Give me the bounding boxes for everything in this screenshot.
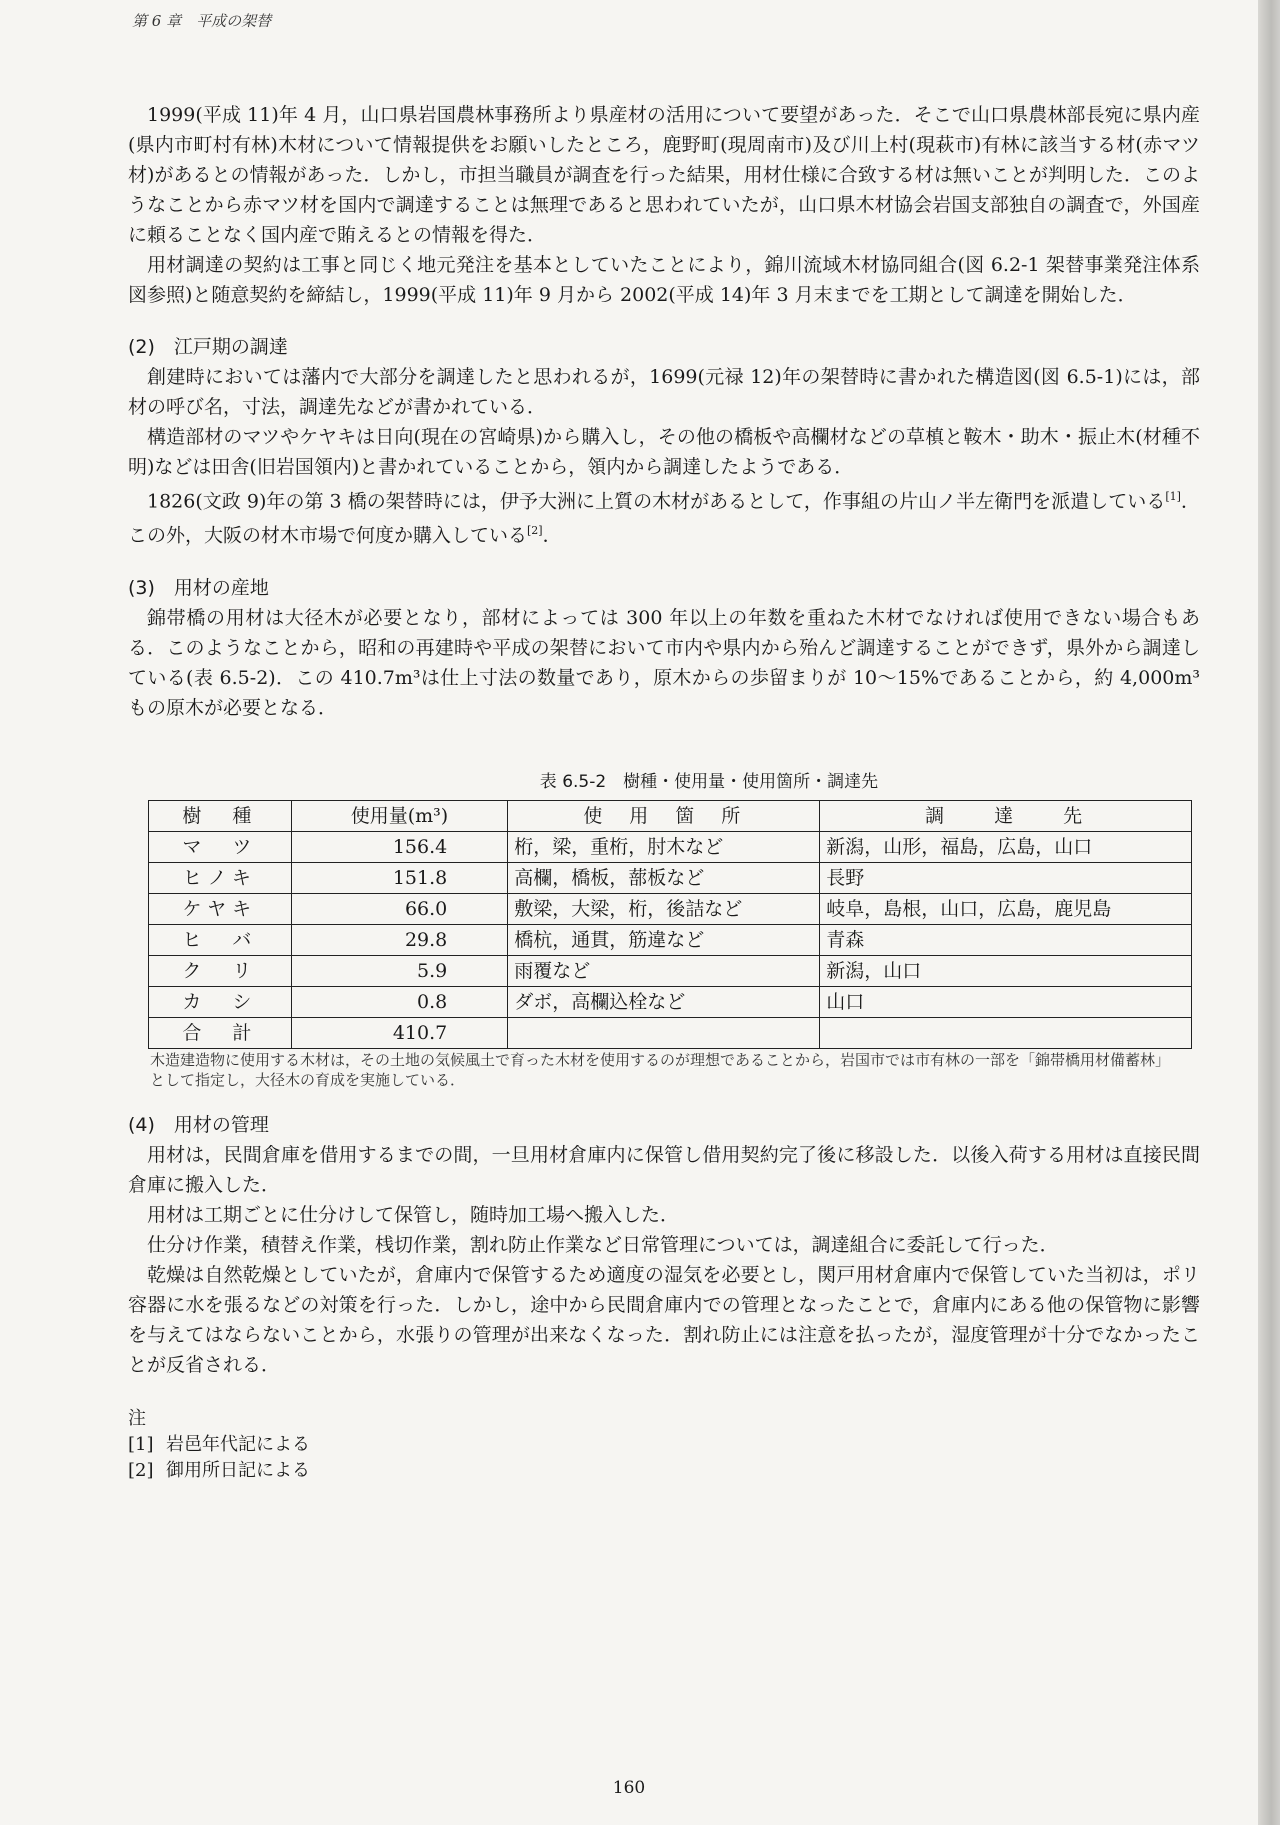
- cell-species: カ シ: [149, 986, 292, 1017]
- header-volume: 使用量(m³): [291, 800, 508, 831]
- header-source: 調 達 先: [820, 800, 1192, 831]
- page-edge: [1258, 0, 1280, 1825]
- reference-mark-1: [1]: [1165, 490, 1181, 503]
- cell-source: [820, 1017, 1192, 1048]
- cell-volume: 29.8: [291, 924, 508, 955]
- section-2-paragraph-1: 創建時においては藩内で大部分を調達したと思われるが，1699(元禄 12)年の架替時に書かれた構造図(図 6.5-1)には，部材の呼び名，寸法，調達先などが書かれている．: [128, 366, 1200, 418]
- cell-usage: 雨覆など: [508, 955, 820, 986]
- table-row: [149, 924, 1192, 955]
- cell-volume: 151.8: [291, 862, 508, 893]
- cell-source: 新潟，山形，福島，広島，山口: [820, 831, 1192, 862]
- table-row: [149, 862, 1192, 893]
- note-number: [2]: [128, 1459, 154, 1481]
- header-species: 樹 種: [149, 800, 292, 831]
- cell-usage: 橋杭，通貫，筋違など: [508, 924, 820, 955]
- running-header: 第 6 章 平成の架替: [132, 12, 272, 30]
- cell-species: ケヤキ: [149, 893, 292, 924]
- cell-source: 長野: [820, 862, 1192, 893]
- section-2-text-b: ．この外，大阪の材木市場で何度か購入している: [128, 490, 1200, 547]
- section-4-heading: (4) 用材の管理: [128, 1113, 269, 1136]
- cell-species: マ ツ: [149, 831, 292, 862]
- intro-paragraph-2: 用材調達の契約は工事と同じく地元発注を基本としていたことにより，錦川流域木材協同組合(図 6.2-1 架替事業発注体系図参照)と随意契約を締結し，1999(平成 11)年 9 月から 2002(平成 14)年 3 月末までを工期として調達を開始した．: [128, 254, 1200, 306]
- cell-source: 山口: [820, 986, 1192, 1017]
- page-number: 160: [612, 1778, 646, 1798]
- note-item: [128, 1458, 1200, 1484]
- header-usage: 使 用 箇 所: [508, 800, 820, 831]
- section-4-paragraph-1: 用材は，民間倉庫を借用するまでの間，一旦用材倉庫内に保管し借用契約完了後に移設した．以後入荷する用材は直接民間倉庫に搬入した．: [128, 1143, 1200, 1196]
- note-item: [128, 1432, 1200, 1458]
- section-4-paragraph-2: 用材は工期ごとに仕分けして保管し，随時加工場へ搬入した．: [147, 1203, 680, 1226]
- section-3-heading: (3) 用材の産地: [128, 576, 269, 599]
- cell-volume: 5.9: [291, 955, 508, 986]
- section-2-heading: (2) 江戸期の調達: [128, 336, 288, 358]
- cell-volume: 0.8: [291, 986, 508, 1017]
- cell-source: 新潟，山口: [820, 955, 1192, 986]
- notes-section: [128, 1406, 1200, 1484]
- cell-usage: ダボ，高欄込栓など: [508, 986, 820, 1017]
- table-row: [149, 831, 1192, 862]
- table-header-row: [149, 800, 1192, 831]
- intro-paragraph-1: 1999(平成 11)年 4 月，山口県岩国農林事務所より県産材の活用について要望があった．そこで山口県農林部長宛に県内産(県内市町村有林)木材について情報提供をお願いしたところ，鹿野町(現周南市)及び川上村(現萩市)有林に該当する材(赤マツ材)があるとの情報があった．しかし，市担当職員が調査を行った結果，用材仕様に合致する材は無いことが判明した．このようなことから赤マツ材を国内で調達することは無理であると思われていたが，山口県木材協会岩国支部独自の調査で，外国産に頼ることなく国内産で賄えるとの情報を得た．: [128, 104, 1200, 246]
- section-2-text-a: 1826(文政 9)年の第 3 橋の架替時には，伊予大洲に上質の木材があるとして，作事組の片山ノ半左衛門を派遣している: [147, 490, 1166, 513]
- note-text: 御用所日記による: [166, 1459, 310, 1481]
- table-row: [149, 955, 1192, 986]
- section-3-paragraph-1: 錦帯橋の用材は大径木が必要となり，部材によっては 300 年以上の年数を重ねた木材でなければ使用できない場合もある．このようなことから，昭和の再建時や平成の架替において市内や県内から殆んど調達することができず，県外から調達している(表 6.5-2)．この 410.7m³は仕上寸法の数量であり，原木からの歩留まりが 10～15%であることから，約 4,000m³もの原木が必要となる．: [128, 606, 1200, 719]
- page-content: [128, 100, 1200, 1484]
- section-4-paragraph-4: 乾燥は自然乾燥としていたが，倉庫内で保管するため適度の湿気を必要とし，関戸用材倉庫内で保管していた当初は，ポリ容器に水を張るなどの対策を行った．しかし，途中から民間倉庫内での管理となったことで，倉庫内にある他の保管物に影響を与えてはならないことから，水張りの管理が出来なくなった．割れ防止には注意を払ったが，湿度管理が十分でなかったことが反省される．: [128, 1263, 1200, 1376]
- cell-volume: 156.4: [291, 831, 508, 862]
- cell-source: 青森: [820, 924, 1192, 955]
- timber-table: [148, 800, 1192, 1049]
- table-caption: 表 6.5-2 樹種・使用量・使用箇所・調達先: [539, 771, 879, 792]
- cell-usage: 高欄，橋板，蔀板など: [508, 862, 820, 893]
- cell-species: ヒノキ: [149, 862, 292, 893]
- cell-usage: 敷梁，大梁，桁，後詰など: [508, 893, 820, 924]
- section-4-paragraph-3: 仕分け作業，積替え作業，桟切作業，割れ防止作業など日常管理については，調達組合に委託して行った．: [147, 1233, 1059, 1256]
- notes-heading: 注: [128, 1407, 146, 1429]
- timber-table-wrapper: [148, 800, 1192, 1049]
- section-2-paragraph-2: 構造部材のマツやケヤキは日向(現在の宮崎県)から購入し，その他の橋板や高欄材などの草槙と鞍木・助木・振止木(材種不明)などは田舎(旧岩国領内)と書かれていることから，領内から調達したようである．: [128, 426, 1200, 478]
- section-2-paragraph-3: [128, 482, 1200, 551]
- reference-mark-2: [2]: [527, 524, 543, 538]
- table-row: [149, 986, 1192, 1017]
- note-text: 岩邑年代記による: [166, 1433, 310, 1455]
- cell-total-label: 合 計: [149, 1017, 292, 1048]
- cell-total-volume: 410.7: [291, 1017, 508, 1048]
- table-row: [149, 893, 1192, 924]
- note-number: [1]: [128, 1433, 154, 1455]
- cell-usage: [508, 1017, 820, 1048]
- table-total-row: [149, 1017, 1192, 1048]
- cell-usage: 桁，梁，重桁，肘木など: [508, 831, 820, 862]
- section-2-text-c: ．: [542, 524, 562, 547]
- cell-species: ヒ バ: [149, 924, 292, 955]
- cell-volume: 66.0: [291, 893, 508, 924]
- cell-source: 岐阜，島根，山口，広島，鹿児島: [820, 893, 1192, 924]
- table-note: 木造建造物に使用する木材は，その土地の気候風土で育った木材を使用するのが理想であることから，岩国市では市有林の一部を「錦帯橋用材備蓄林」として指定し，大径木の育成を実施している．: [150, 1050, 1171, 1089]
- cell-species: ク リ: [149, 955, 292, 986]
